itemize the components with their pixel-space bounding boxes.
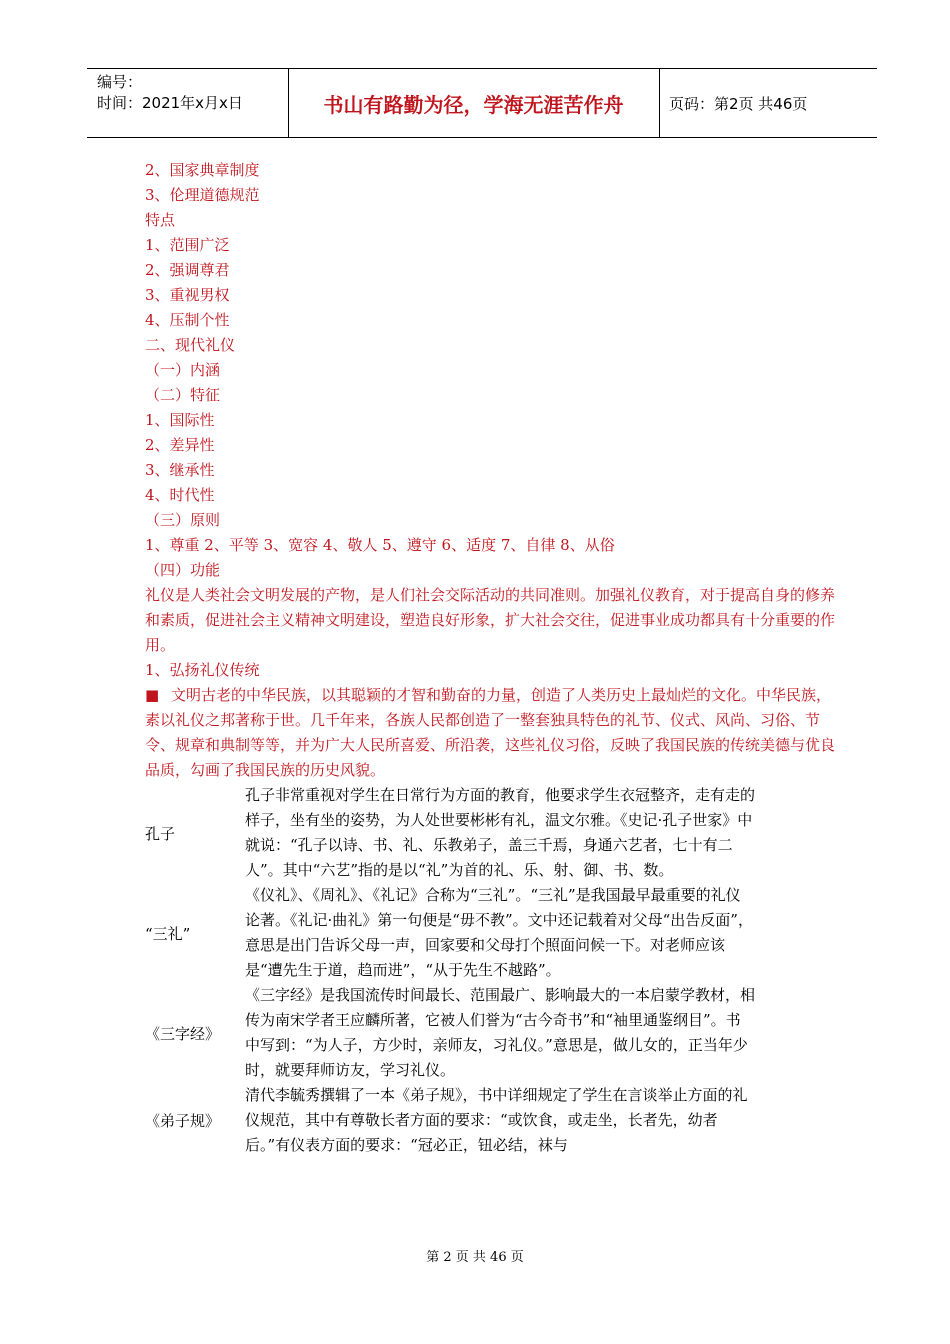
header-table bbox=[87, 68, 877, 138]
row-label: 《三字经》 bbox=[145, 1024, 221, 1043]
line-13: 3、继承性 bbox=[145, 461, 215, 479]
table-row bbox=[145, 783, 755, 883]
table-row bbox=[145, 883, 755, 983]
header-date: 时间：2021年x月x日 bbox=[97, 94, 243, 112]
line-11: 1、国际性 bbox=[145, 411, 215, 429]
row-label: 《弟子规》 bbox=[145, 1112, 221, 1130]
line-2: 3、伦理道德规范 bbox=[145, 186, 260, 204]
section-title: 1、弘扬礼仪传统 bbox=[145, 661, 260, 679]
header-motto: 书山有路勤为径，学海无涯苦作舟 bbox=[323, 92, 624, 117]
line-8: 二、现代礼仪 bbox=[145, 336, 236, 354]
line-15: （三）原则 bbox=[145, 511, 221, 529]
row-label: “三礼” bbox=[145, 924, 191, 943]
line-7: 4、压制个性 bbox=[145, 311, 230, 329]
table-row bbox=[145, 983, 755, 1083]
classics-table bbox=[145, 783, 755, 1158]
function-paragraph: 礼仪是人类社会文明发展的产物，是人们社会交际活动的共同准则。加强礼仪教育，对于提高自身的修养和素质，促进社会主义精神文明建设，塑造良好形象，扩大社会交往，促进事业成功都具有十分重要的作用。 bbox=[145, 586, 836, 654]
row-text: 清代李毓秀撰辑了一本《弟子规》，书中详细规定了学生在言谈举止方面的礼仪规范，其中有尊敬长者方面的要求：“或饮食，或走坐，长者先，幼者后。”有仪表方面的要求：“冠必正，钮必结，袜与 bbox=[245, 1086, 748, 1154]
square-bullet-icon: ■ bbox=[145, 686, 160, 704]
line-3: 特点 bbox=[145, 211, 176, 229]
row-text: 《仪礼》、《周礼》、《礼记》合称为“三礼”。“三礼”是我国最早最重要的礼仪论著。《礼记·曲礼》第一句便是“毋不教”。文中还记载着对父母“出告反面”，意思是出门告诉父母一声，回家要和父母打个照面问候一下。对老师应该是“遭先生于道，趋而进”，“从于先生不越路”。 bbox=[245, 886, 753, 979]
table-row bbox=[145, 1083, 755, 1158]
bullet-paragraph bbox=[145, 683, 835, 783]
page-footer: 第 2 页 共 46 页 bbox=[426, 1250, 524, 1265]
line-10: （二）特征 bbox=[145, 386, 221, 404]
header-page-info: 页码：第2页 共46页 bbox=[669, 94, 808, 113]
row-text: 《三字经》是我国流传时间最长、范围最广、影响最大的一本启蒙学教材，相传为南宋学者王应麟所著，它被人们誉为“古今奇书”和“袖里通鉴纲目”。书中写到：“为人子，方少时，亲师友，习礼仪。”意思是，做儿女的，正当年少时，就要拜师访友，学习礼仪。 bbox=[245, 986, 756, 1079]
body-content bbox=[145, 158, 835, 783]
line-17: （四）功能 bbox=[145, 561, 221, 579]
row-label: 孔子 bbox=[145, 824, 176, 843]
line-1: 2、国家典章制度 bbox=[145, 161, 260, 179]
line-9: （一）内涵 bbox=[145, 361, 221, 379]
row-text: 孔子非常重视对学生在日常行为方面的教育，他要求学生衣冠整齐，走有走的样子，坐有坐的姿势，为人处世要彬彬有礼，温文尔雅。《史记·孔子世家》中就说：“孔子以诗、书、礼、乐教弟子，盖三千焉，身通六艺者，七十有二人”。其中“六艺”指的是以“礼”为首的礼、乐、射、御、书、数。 bbox=[245, 786, 756, 879]
bullet-paragraph-text: 文明古老的中华民族，以其聪颖的才智和勤奋的力量，创造了人类历史上最灿烂的文化。中华民族，素以礼仪之邦著称于世。几千年来，各族人民都创造了一整套独具特色的礼节、仪式、风尚、习俗、节令、规章和典制等等，并为广大人民所喜爱、所沿袭，这些礼仪习俗，反映了我国民族的传统美德与优良品质，勾画了我国民族的历史风貌。 bbox=[145, 686, 836, 779]
line-12: 2、差异性 bbox=[145, 436, 215, 454]
header-number: 编号： bbox=[97, 73, 143, 91]
line-5: 2、强调尊君 bbox=[145, 261, 230, 279]
line-14: 4、时代性 bbox=[145, 486, 215, 504]
header-divider-2 bbox=[659, 69, 660, 137]
line-6: 3、重视男权 bbox=[145, 286, 230, 304]
line-4: 1、范围广泛 bbox=[145, 236, 230, 254]
line-16: 1、尊重 2、平等 3、宽容 4、敬人 5、遵守 6、适度 7、自律 8、从俗 bbox=[145, 536, 615, 554]
header-meta bbox=[97, 72, 243, 114]
